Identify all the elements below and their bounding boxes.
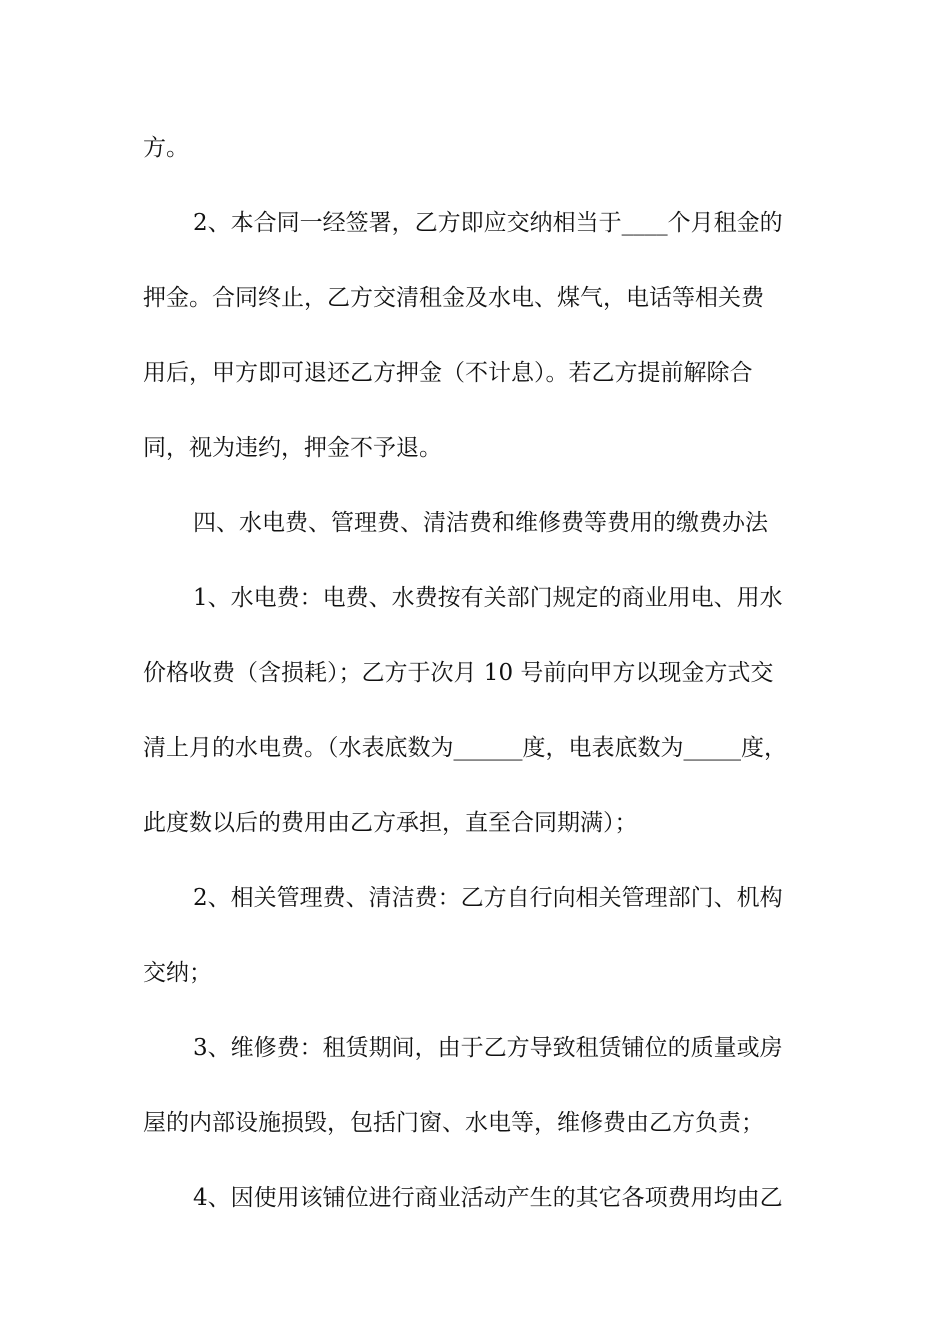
paragraph-line: 价格收费（含损耗）；乙方于次月 10 号前向甲方以现金方式交 xyxy=(143,660,774,686)
paragraph-line: 此度数以后的费用由乙方承担，直至合同期满）； xyxy=(143,810,638,836)
paragraph-line: 清上月的水电费。（水表底数为______度，电表底数为_____度， xyxy=(143,735,787,761)
paragraph-line: 同，视为违约，押金不予退。 xyxy=(143,435,442,461)
paragraph-line: 押金。合同终止，乙方交清租金及水电、煤气，电话等相关费 xyxy=(143,285,764,311)
other-fees-clause-line: 4、因使用该铺位进行商业活动产生的其它各项费用均由乙 xyxy=(193,1185,783,1211)
maintenance-clause-line: 3、维修费：租赁期间，由于乙方导致租赁铺位的质量或房 xyxy=(193,1035,783,1061)
section-heading: 四、水电费、管理费、清洁费和维修费等费用的缴费办法 xyxy=(193,510,768,536)
paragraph-line: 方。 xyxy=(143,135,189,161)
deposit-clause-line: 2、本合同一经签署，乙方即应交纳相当于____个月租金的 xyxy=(193,210,783,236)
management-fee-clause-line: 2、相关管理费、清洁费：乙方自行向相关管理部门、机构 xyxy=(193,885,783,911)
paragraph-line: 屋的内部设施损毁，包括门窗、水电等，维修费由乙方负责； xyxy=(143,1110,764,1136)
paragraph-line: 交纳； xyxy=(143,960,212,986)
utilities-clause-line: 1、水电费：电费、水费按有关部门规定的商业用电、用水 xyxy=(193,585,783,611)
paragraph-line: 用后，甲方即可退还乙方押金（不计息）。若乙方提前解除合 xyxy=(143,360,753,386)
